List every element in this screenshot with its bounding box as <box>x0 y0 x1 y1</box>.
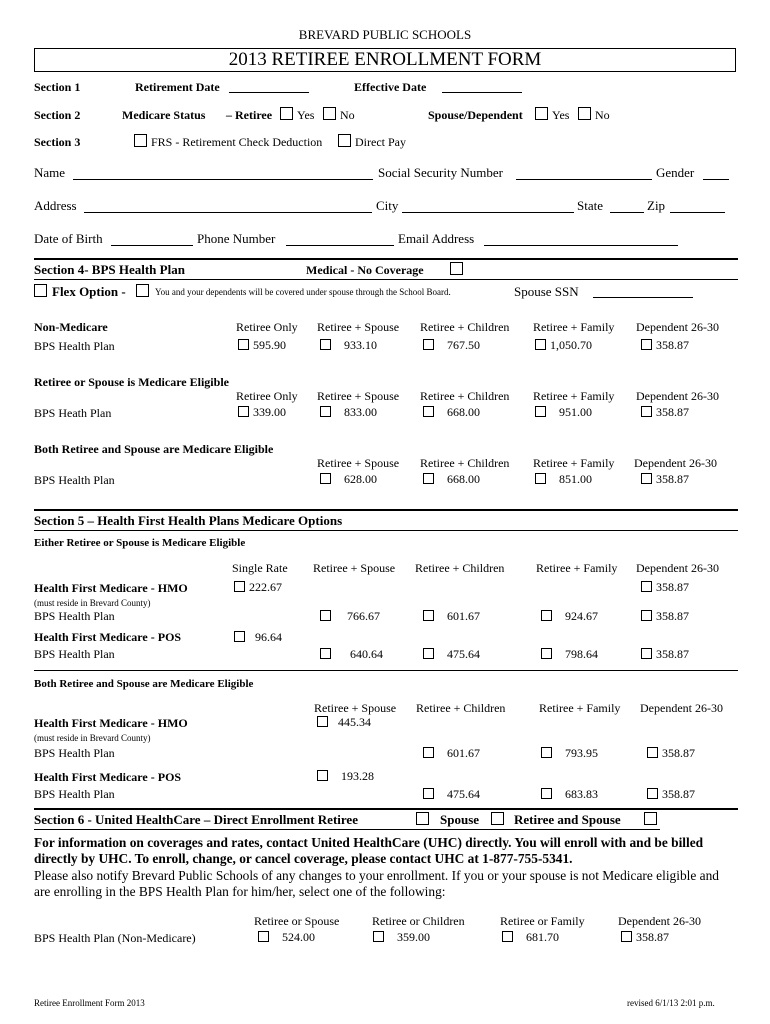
rate-checkbox[interactable] <box>541 610 552 621</box>
plan-label: BPS Health Plan <box>34 609 115 623</box>
rate-option[interactable] <box>423 787 480 802</box>
rate-option[interactable] <box>641 405 689 420</box>
yes-label: Yes <box>297 108 315 122</box>
col-header: Retiree or Family <box>500 914 585 928</box>
hmo-label: Health First Medicare - HMO <box>34 581 188 595</box>
effective-date-label: Effective Date <box>354 80 427 94</box>
col-header: Retiree + Family <box>533 456 615 470</box>
rate-value: 358.87 <box>656 338 689 352</box>
rate-option[interactable] <box>423 338 480 353</box>
rate-value: 681.70 <box>526 930 559 944</box>
rate-checkbox[interactable] <box>423 788 434 799</box>
direct-pay-checkbox[interactable] <box>338 134 351 147</box>
rate-value: 475.64 <box>447 647 480 661</box>
retiree-medicare-yes-checkbox[interactable] <box>280 107 293 120</box>
rate-checkbox[interactable] <box>234 581 245 592</box>
rate-option[interactable] <box>423 472 480 487</box>
rate-checkbox[interactable] <box>234 631 245 642</box>
rate-option[interactable] <box>320 338 377 353</box>
rate-value: 640.64 <box>350 647 383 661</box>
uhc-retiree-spouse-checkbox[interactable] <box>644 812 657 825</box>
rate-checkbox[interactable] <box>641 406 652 417</box>
spouse-ssn-field[interactable] <box>593 297 693 298</box>
rate-option[interactable] <box>641 472 689 487</box>
rate-option[interactable] <box>541 746 598 761</box>
rate-checkbox[interactable] <box>423 747 434 758</box>
spouse-medicare-yes-checkbox[interactable] <box>535 107 548 120</box>
rate-option[interactable] <box>647 746 695 761</box>
either-heading: Either Retiree or Spouse is Medicare Eligible <box>34 537 246 549</box>
rate-option[interactable] <box>234 580 282 595</box>
rate-value: 358.87 <box>656 609 689 623</box>
col-header: Retiree + Family <box>539 701 621 715</box>
col-header: Retiree or Spouse <box>254 914 340 928</box>
email-label: Email Address <box>398 231 475 246</box>
rate-checkbox[interactable] <box>541 747 552 758</box>
rate-checkbox[interactable] <box>621 931 632 942</box>
both-eligible-heading: Both Retiree and Spouse are Medicare Eligible <box>34 442 274 456</box>
rate-value: 358.87 <box>662 787 695 801</box>
section1-label: Section 1 <box>34 80 81 94</box>
rate-checkbox[interactable] <box>535 339 546 350</box>
retiree-medicare-no-checkbox[interactable] <box>323 107 336 120</box>
uhc-spouse-checkbox[interactable] <box>491 812 504 825</box>
org-name: BREVARD PUBLIC SCHOOLS <box>298 27 472 42</box>
ssn-field[interactable] <box>516 179 652 180</box>
hmo-note: (must reside in Brevard County) <box>34 598 151 608</box>
rate-checkbox[interactable] <box>258 931 269 942</box>
effective-date-field[interactable] <box>442 92 522 93</box>
col-header: Retiree + Spouse <box>317 389 400 403</box>
frs-label: FRS - Retirement Check Deduction <box>151 135 323 149</box>
ssn-label: Social Security Number <box>378 165 503 180</box>
col-header: Retiree + Family <box>533 389 615 403</box>
col-header: Retiree + Children <box>420 389 510 403</box>
rate-option[interactable] <box>320 609 380 624</box>
non-medicare-heading: Non-Medicare <box>34 320 108 334</box>
rate-option[interactable] <box>373 930 430 945</box>
col-header: Retiree Only <box>236 389 298 403</box>
rate-option[interactable] <box>535 338 592 353</box>
col-header: Single Rate <box>232 561 288 575</box>
rate-checkbox[interactable] <box>541 788 552 799</box>
retirement-date-label: Retirement Date <box>135 80 220 94</box>
state-label: State <box>577 198 603 213</box>
section5-title: Section 5 – Health First Health Plans Medicare Options <box>34 513 343 528</box>
rate-checkbox[interactable] <box>320 339 331 350</box>
rate-option[interactable] <box>541 647 598 662</box>
rate-checkbox[interactable] <box>320 406 331 417</box>
rate-value: 524.00 <box>282 930 315 944</box>
section4-title: Section 4- BPS Health Plan <box>34 262 185 277</box>
rate-option[interactable] <box>641 647 689 662</box>
rate-checkbox[interactable] <box>423 406 434 417</box>
section6-title: Section 6 - United HealthCare – Direct Enrollment Retiree <box>34 812 358 827</box>
spouse-medicare-no-checkbox[interactable] <box>578 107 591 120</box>
rate-value: 668.00 <box>447 472 480 486</box>
rate-value: 193.28 <box>341 769 374 783</box>
rate-value: 601.67 <box>447 609 480 623</box>
rate-value: 358.87 <box>656 580 689 594</box>
sd-yes-label: Yes <box>552 108 570 122</box>
rate-value: 96.64 <box>255 630 282 644</box>
footer-right: revised 6/1/13 2:01 p.m. <box>627 998 715 1008</box>
address-label: Address <box>34 198 77 213</box>
section5-mid-divider <box>34 670 738 671</box>
dob-field[interactable] <box>111 245 193 246</box>
rate-checkbox[interactable] <box>423 648 434 659</box>
rate-checkbox[interactable] <box>641 473 652 484</box>
rate-option[interactable] <box>320 647 383 662</box>
rate-checkbox[interactable] <box>535 406 546 417</box>
rate-value: 358.87 <box>662 746 695 760</box>
section4-divider <box>34 258 738 260</box>
plan-label: BPS Health Plan <box>34 787 115 801</box>
col-header: Retiree + Family <box>533 320 615 334</box>
rate-value: 951.00 <box>559 405 592 419</box>
rate-value: 358.87 <box>656 647 689 661</box>
rate-option[interactable] <box>238 405 286 420</box>
rate-checkbox[interactable] <box>320 473 331 484</box>
col-header: Dependent 26-30 <box>618 914 701 928</box>
rate-option[interactable] <box>234 630 282 645</box>
pos-label: Health First Medicare - POS <box>34 630 182 644</box>
rate-option[interactable] <box>541 787 598 802</box>
rate-checkbox[interactable] <box>238 406 249 417</box>
footer-left: Retiree Enrollment Form 2013 <box>34 998 145 1008</box>
rate-checkbox[interactable] <box>502 931 513 942</box>
uhc-info-bold: For information on coverages and rates, contact United HealthCare (UHC) directly. You will enroll with and be billed directly by UHC. To enroll, change, or cancel coverage, please contact UHC at 1-877-755-5341. <box>34 835 704 866</box>
flex-option-label: Flex Option - <box>52 284 126 299</box>
rate-value: 1,050.70 <box>550 338 592 352</box>
rate-value: 358.87 <box>656 405 689 419</box>
name-label: Name <box>34 165 66 180</box>
rate-value: 595.90 <box>253 338 286 352</box>
rate-option[interactable] <box>535 405 592 420</box>
col-header: Retiree + Spouse <box>317 320 400 334</box>
rate-option[interactable] <box>621 930 669 945</box>
col-header: Retiree + Children <box>420 456 510 470</box>
spouse-dependent-label: Spouse/Dependent <box>428 108 523 122</box>
section3-label: Section 3 <box>34 135 81 149</box>
direct-pay-label: Direct Pay <box>355 135 406 149</box>
rate-value: 766.67 <box>347 609 380 623</box>
rate-checkbox[interactable] <box>641 581 652 592</box>
phone-field[interactable] <box>286 245 394 246</box>
rate-option[interactable] <box>502 930 559 945</box>
rate-checkbox[interactable] <box>373 931 384 942</box>
rate-option[interactable] <box>238 338 286 353</box>
col-header: Dependent 26-30 <box>636 561 719 575</box>
rate-checkbox[interactable] <box>423 473 434 484</box>
rate-value: 628.00 <box>344 472 377 486</box>
rate-checkbox[interactable] <box>641 339 652 350</box>
rate-value: 933.10 <box>344 338 377 352</box>
col-header: Dependent 26-30 <box>636 320 719 334</box>
rate-value: 833.00 <box>344 405 377 419</box>
plan-label: BPS Health Plan <box>34 647 115 661</box>
rate-checkbox[interactable] <box>647 747 658 758</box>
medicare-status-label: Medicare Status <box>122 108 206 122</box>
rate-value: 222.67 <box>249 580 282 594</box>
rate-value: 683.83 <box>565 787 598 801</box>
rate-checkbox[interactable] <box>320 610 331 621</box>
name-field[interactable] <box>73 179 373 180</box>
city-field[interactable] <box>402 212 574 213</box>
rate-value: 924.67 <box>565 609 598 623</box>
rate-checkbox[interactable] <box>423 610 434 621</box>
rate-option[interactable] <box>258 930 315 945</box>
no-label: No <box>340 108 355 122</box>
zip-label: Zip <box>647 198 666 213</box>
gender-label: Gender <box>656 165 695 180</box>
rate-value: 358.87 <box>656 472 689 486</box>
col-header: Retiree + Children <box>416 701 506 715</box>
rate-checkbox[interactable] <box>541 648 552 659</box>
plan-label: BPS Health Plan <box>34 473 115 487</box>
form-title: 2013 RETIREE ENROLLMENT FORM <box>34 48 736 72</box>
uhc-info: Please also notify Brevard Public Schools of any changes to your enrollment. If you or your spouse is not Medicare eligible and are enrolling in the BPS Health Plan for him/her, select one of the following: <box>34 868 720 899</box>
rate-option[interactable] <box>317 769 374 784</box>
col-header: Retiree or Children <box>372 914 465 928</box>
medical-no-coverage-label: Medical - No Coverage <box>306 263 424 277</box>
retirement-date-field[interactable] <box>229 92 309 93</box>
rate-option[interactable] <box>320 472 377 487</box>
rate-option[interactable] <box>423 746 480 761</box>
dob-label: Date of Birth <box>34 231 103 246</box>
rate-option[interactable] <box>317 715 371 730</box>
rate-checkbox[interactable] <box>535 473 546 484</box>
rate-checkbox[interactable] <box>317 716 328 727</box>
state-field[interactable] <box>610 212 644 213</box>
rate-value: 475.64 <box>447 787 480 801</box>
col-header: Retiree + Children <box>415 561 505 575</box>
flex-option-checkbox[interactable] <box>34 284 47 297</box>
rate-checkbox[interactable] <box>320 648 331 659</box>
col-header: Retiree + Children <box>420 320 510 334</box>
both-heading: Both Retiree and Spouse are Medicare Eligible <box>34 678 254 690</box>
rate-option[interactable] <box>423 405 480 420</box>
address-field[interactable] <box>84 212 372 213</box>
rate-value: 767.50 <box>447 338 480 352</box>
uhc-retiree-spouse-label: Retiree and Spouse <box>514 812 621 827</box>
hmo-label: Health First Medicare - HMO <box>34 716 188 730</box>
frs-checkbox[interactable] <box>134 134 147 147</box>
rate-option[interactable] <box>647 787 695 802</box>
rate-option[interactable] <box>641 580 689 595</box>
rate-checkbox[interactable] <box>641 610 652 621</box>
phone-label: Phone Number <box>197 231 276 246</box>
plan-label: BPS Health Plan <box>34 339 115 353</box>
rate-checkbox[interactable] <box>238 339 249 350</box>
col-header: Retiree + Spouse <box>314 701 397 715</box>
hmo-note: (must reside in Brevard County) <box>34 733 151 743</box>
rate-value: 798.64 <box>565 647 598 661</box>
uhc-spouse-label: Spouse <box>440 812 480 827</box>
pos-label: Health First Medicare - POS <box>34 770 182 784</box>
gender-field[interactable] <box>703 179 729 180</box>
rate-checkbox[interactable] <box>423 339 434 350</box>
spouse-ssn-label: Spouse SSN <box>514 284 579 299</box>
plan-label: BPS Health Plan (Non-Medicare) <box>34 931 196 945</box>
rate-value: 851.00 <box>559 472 592 486</box>
rate-value: 358.87 <box>636 930 669 944</box>
col-header: Dependent 26-30 <box>636 389 719 403</box>
rate-value: 339.00 <box>253 405 286 419</box>
section5-subdivider <box>34 530 738 531</box>
zip-field[interactable] <box>670 212 725 213</box>
rate-option[interactable] <box>423 647 480 662</box>
rate-option[interactable] <box>320 405 377 420</box>
rate-option[interactable] <box>535 472 592 487</box>
rate-checkbox[interactable] <box>317 770 328 781</box>
rate-option[interactable] <box>641 609 689 624</box>
col-header: Retiree + Spouse <box>317 456 400 470</box>
rate-value: 445.34 <box>338 715 371 729</box>
email-field[interactable] <box>484 245 678 246</box>
medical-no-coverage-checkbox[interactable] <box>450 262 463 275</box>
rate-checkbox[interactable] <box>641 648 652 659</box>
rate-option[interactable] <box>423 609 480 624</box>
rate-checkbox[interactable] <box>647 788 658 799</box>
section5-divider <box>34 509 738 511</box>
section2-label: Section 2 <box>34 108 81 122</box>
section6-subdivider <box>34 829 660 830</box>
city-label: City <box>376 198 399 213</box>
flex-option-cover-checkbox[interactable] <box>136 284 149 297</box>
plan-label: BPS Heath Plan <box>34 406 112 420</box>
col-header: Retiree Only <box>236 320 298 334</box>
col-header: Retiree + Family <box>536 561 618 575</box>
plan-label: BPS Health Plan <box>34 746 115 760</box>
col-header: Dependent 26-30 <box>634 456 717 470</box>
retiree-label: – Retiree <box>226 108 273 122</box>
rate-option[interactable] <box>541 609 598 624</box>
rate-value: 601.67 <box>447 746 480 760</box>
flex-note: You and your dependents will be covered under spouse through the School Board. <box>155 287 451 297</box>
rate-value: 668.00 <box>447 405 480 419</box>
sd-no-label: No <box>595 108 610 122</box>
rate-value: 793.95 <box>565 746 598 760</box>
section4-subdivider <box>34 279 738 280</box>
rate-value: 359.00 <box>397 930 430 944</box>
rate-option[interactable] <box>641 338 689 353</box>
col-header: Retiree + Spouse <box>313 561 396 575</box>
col-header: Dependent 26-30 <box>640 701 723 715</box>
uhc-retiree-checkbox[interactable] <box>416 812 429 825</box>
either-eligible-heading: Retiree or Spouse is Medicare Eligible <box>34 375 229 389</box>
section6-divider <box>34 808 738 810</box>
